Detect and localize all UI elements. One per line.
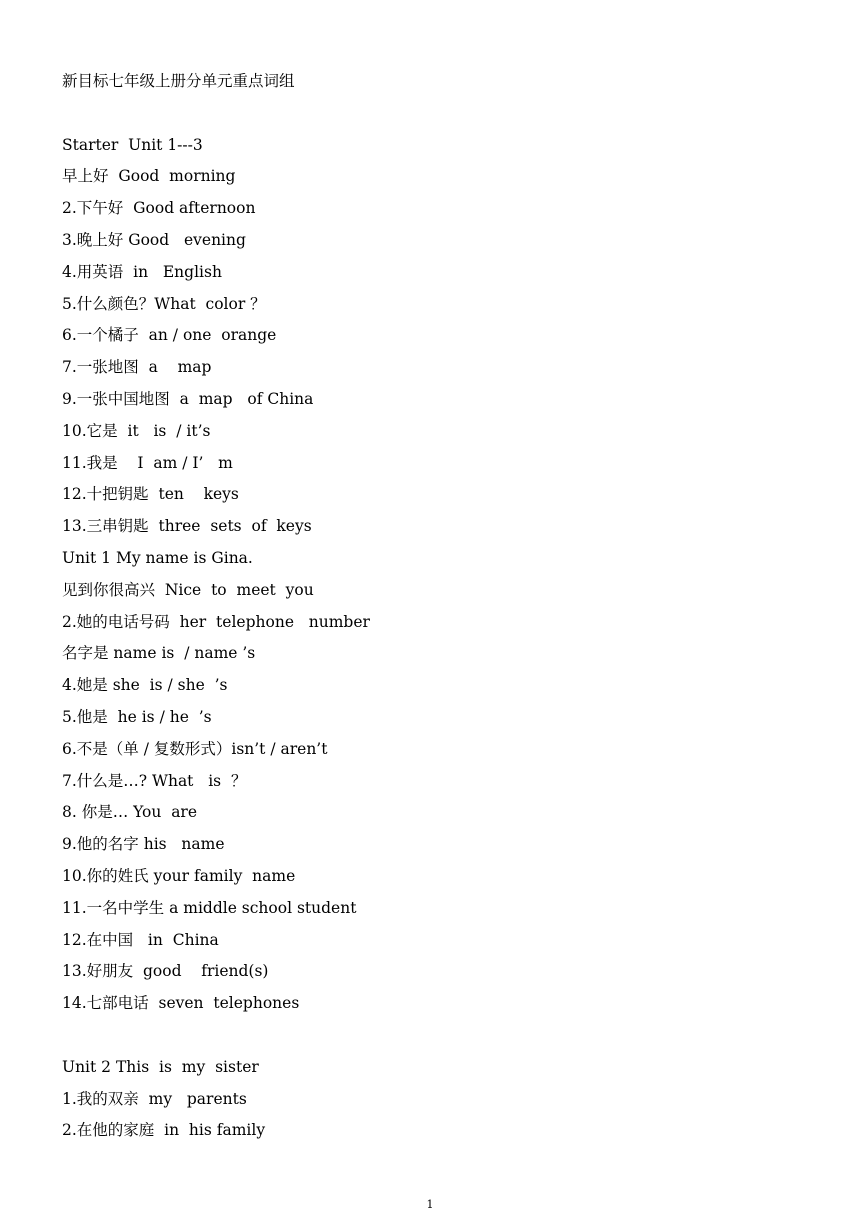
list-item: 见到你很高兴 Nice to meet you (62, 580, 314, 599)
list-item: 4.她是 she is / she ’s (62, 676, 228, 695)
list-item: 2.下午好 Good afternoon (62, 199, 256, 218)
section-heading-unit-1: Unit 1 My name is Gina. (62, 548, 253, 567)
list-item: 11.一名中学生 a middle school student (62, 898, 357, 917)
list-item: 9.他的名字 his name (62, 835, 225, 854)
list-item: 11.我是 I am / I’ m (62, 453, 233, 472)
list-item: 2.她的电话号码 her telephone number (62, 612, 370, 631)
list-item: 3.晚上好 Good evening (62, 230, 246, 249)
page-number: 1 (426, 1198, 434, 1211)
list-item: 6.不是（单 / 复数形式）isn’t / aren’t (62, 739, 328, 758)
list-item: 5.他是 he is / he ’s (62, 707, 212, 726)
document-title: 新目标七年级上册分单元重点词组 (62, 72, 295, 90)
list-item: 8. 你是… You are (62, 803, 198, 822)
blank-line (62, 98, 822, 130)
document-content (62, 66, 822, 1147)
list-item: 5.什么颜色？What color ？ (62, 294, 266, 313)
list-item: 9.一张中国地图 a map of China (62, 389, 314, 408)
list-item: 10.它是 it is / it’s (62, 421, 211, 440)
list-item: 4.用英语 in English (62, 262, 222, 281)
list-item: 7.什么是…? What is ？ (62, 771, 247, 790)
list-item: 14.七部电话 seven telephones (62, 994, 300, 1013)
list-item: 2.在他的家庭 in his family (62, 1121, 266, 1140)
section-heading-starter: Starter Unit 1---3 (62, 135, 203, 154)
list-item: 6.一个橘子 an / one orange (62, 326, 277, 345)
list-item: 12.在中国 in China (62, 930, 219, 949)
blank-line (62, 1020, 822, 1052)
list-item: 早上好 Good morning (62, 167, 236, 186)
section-heading-unit-2: Unit 2 This is my sister (62, 1057, 259, 1076)
list-item: 1.我的双亲 my parents (62, 1089, 247, 1108)
list-item: 10.你的姓氏 your family name (62, 866, 296, 885)
list-item: 7.一张地图 a map (62, 358, 212, 377)
list-item: 名字是 name is / name ’s (62, 644, 256, 663)
list-item: 12.十把钥匙 ten keys (62, 485, 239, 504)
list-item: 13.好朋友 good friend(s) (62, 962, 269, 981)
list-item: 13.三串钥匙 three sets of keys (62, 517, 312, 536)
